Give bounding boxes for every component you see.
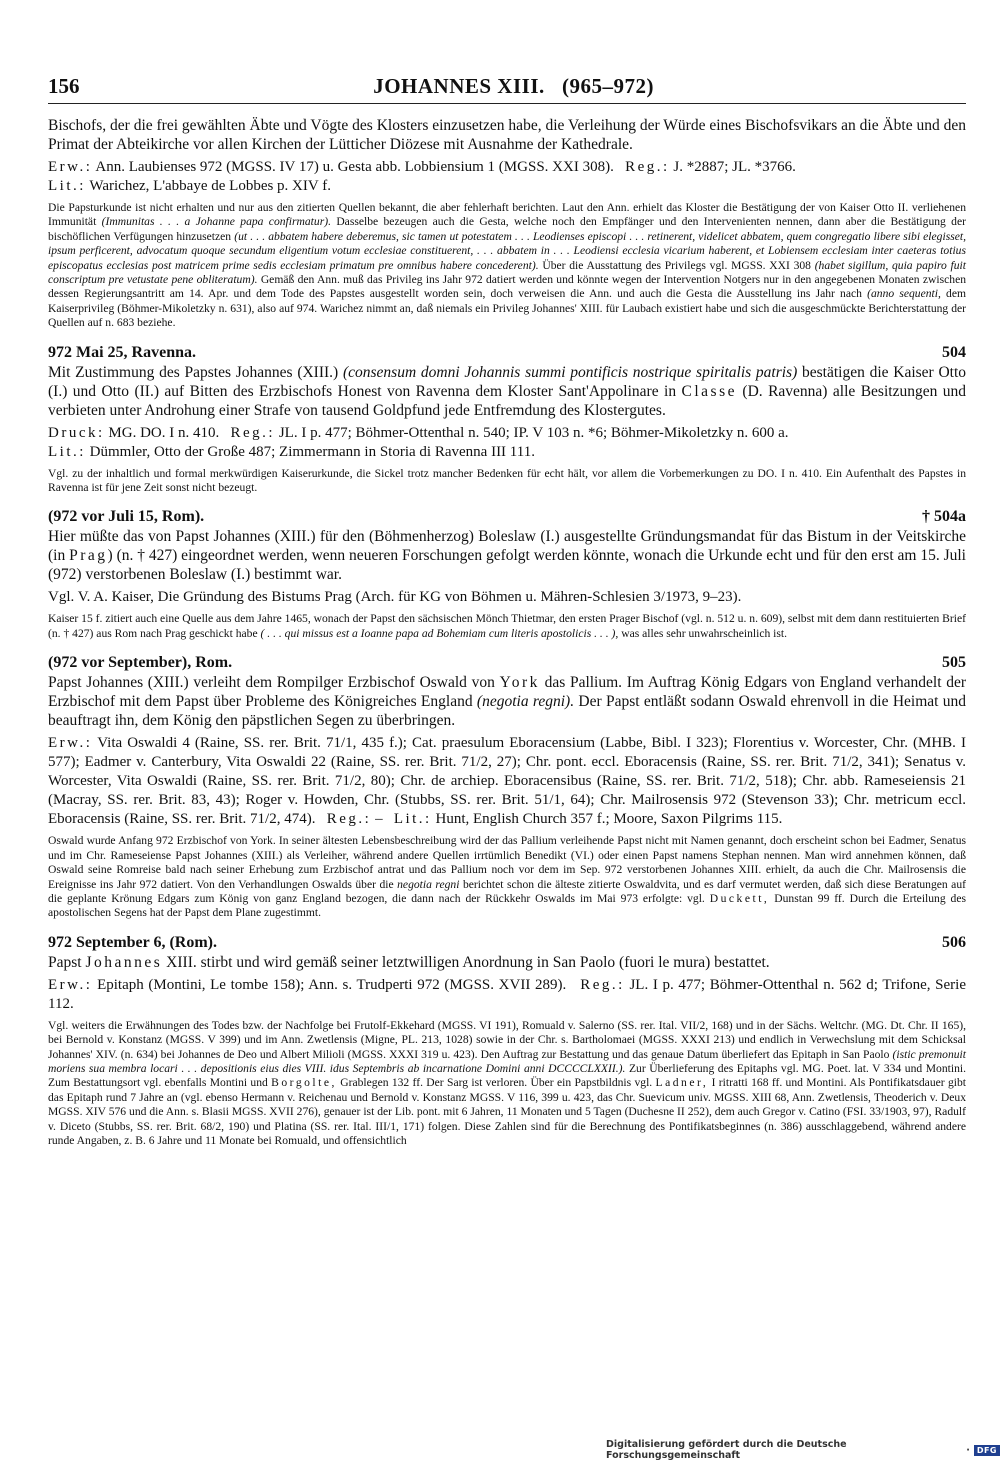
entry-heading: 972 September 6, (Rom). 506 bbox=[48, 933, 966, 951]
citation-druck: Druck: MG. DO. I n. 410. Reg.: JL. I p. 477; Böhmer-Ottenthal n. 540; IP. V 103 n. *6; Böhmer-Mikoletzky n. 600 a. Lit.: Dümmler, Otto der Große 487; Zimmermann in Storia di Ravenna III 111. bbox=[48, 424, 789, 460]
commentary-note: Vgl. zu der inhaltlich und formal merkwürdigen Kaiserurkunde, die Sickel trotz mancher Bedenken für echt hält, vor allem die Vorbemerkungen zu DO. I n. 410. Ein Aufenthalt des Papstes in Ravenna ist für jene Zeit sonst nicht bezeugt. bbox=[48, 466, 966, 495]
regest-text: Hier müßte das von Papst Johannes (XIII.) für den (Böhmenherzog) Boleslaw (I.) ausgestellte Gründungsmandat für das Bistum in der Veitskirche (in Prag) (n. † 427) eingeordnet werden, wenn neueren Forschungen gefolgt werden könnte, wonach die Urkunde echt und für den erst am 15. Juli (972) verstorbenen Boleslaw (I.) bestimmt war. bbox=[48, 528, 966, 584]
regest-text: Papst Johannes XIII. stirbt und wird gemäß seiner letztwilligen Anordnung in San Paolo (fuori le mura) bestattet. bbox=[48, 953, 770, 971]
entry-number: 505 bbox=[942, 654, 966, 672]
regest-text: Mit Zustimmung des Papstes Johannes (XIII.) (consensum domni Johannis summi pontificis nostrique spiritalis patris) bestätigen die Kaiser Otto (I.) und Otto (II.) auf Bitten des Erzbischofs Honest von Ravenna dem Kloster Sant'Appolinare in Classe (D. Ravenna) alle Besitzungen und verbieten unter Androhung einer Strafe von tausend Goldpfund jede Entfremdung des Klostergutes. bbox=[48, 363, 967, 419]
commentary-note: Die Papsturkunde ist nicht erhalten und nur aus den zitierten Quellen bekannt, die aber fehlerhaft berichten. Laut den Ann. erhielt das Kloster die Bestätigung der von Kaiser Otto II. verliehenen Immunität (Immunitas . . . a Johanne papa confirmatur). Dasselbe bezeugen auch die Gesta, welche noch den Empfänger und den Intervenienten nennen, dann aber die Bestätigung der bischöflichen Verfügungen hinzusetzen (ut . . . abbatem habere deberemus, sic tamen ut potestatem . . . Leodienses episcopi . . . retinerent, videlicet abbatem, quem congregatio libere sibi elegisset, ipsum perficerent, advocatum quoque secundum eligentium votum ecclesiae constituerent, . . . abbatem in . . . Leodiensi ecclesia vicarium haberent, et Lobiensem ecclesiam inter caeteras totius episcopatus ecclesias post matricem prime sedis ecclesiam primatum pre omnibus habere concederent). Über die Ausstattung des Privilegs vgl. MGSS. XXI 308 (habet sigillum, quia papiro fuit conscriptum pre vetustate pene obliteratum). Gemäß den Ann. muß das Privileg ins Jahr 972 datiert werden und könnte wegen der Intervention Notgers nur in den angegebenen Monaten zwischen dessen Regierungsantritt am 14. Apr. und dem Tode des Papstes ausgestellt worden sein, doch verweisen die Ann. und auch die Gesta die Ausstellung ins Jahr nach (anno sequenti, dem Kaiserprivileg (Böhmer-Mikoletzky n. 631), also auf 974. Warichez nimmt an, daß niemals ein Privileg Johannes' XIII. für Laubach existiert habe und sich die ausgeschmückte Berichterstattung der Quellen auf n. 683 beziehe. bbox=[48, 201, 967, 330]
footer-text: Digitalisierung gefördert durch die Deutsche Forschungsgemeinschaft bbox=[606, 1439, 847, 1461]
continued-regest: Bischofs, der die frei gewählten Äbte und Vögte des Klosters einzusetzen habe, die Verleihung der Würde eines Bischofsvikars an die Äbte und den Primat der Abteikirche vor allen Kirchen der Lütticher Diözese mit Ausnahme der Kathedrale. bbox=[48, 117, 966, 153]
page bbox=[48, 74, 966, 1148]
commentary-note: Kaiser 15 f. zitiert auch eine Quelle aus dem Jahre 1465, wonach der Papst den sächsischen Mönch Thietmar, den ersten Prager Bischof (vgl. n. 512 u. n. 609), selbst mit dem dann restituierten Brief (n. † 427) aus Rom nach Prag geschickt habe ( . . . qui missus est a Ioanne papa ad Bohemiam cum literis apostolicis . . . ), was alles sehr unwahrscheinlich ist. bbox=[48, 612, 966, 640]
entry-504a bbox=[48, 507, 966, 641]
entry-505 bbox=[48, 653, 966, 920]
commentary-note: Vgl. weiters die Erwähnungen des Todes bzw. der Nachfolge bei Frutolf-Ekkehard (MGSS. VI 191), Romuald v. Salerno (SS. rer. Ital. VII/2, 168) und in der Sächs. Weltchr. (MG. Dt. Chr. II 165), bei Bernold v. Konstanz (MGSS. V 399) und im Ann. Zwetlensis (Migne, PL. 213, 1028) sowie in der Chr. s. Bartholomaei (MGSS. XXXI 213) und endlich in Verwechslung mit dem Schicksal Johannes' XIV. (n. 634) bei Johannes de Deo und Albert Milioli (MGSS. XXXI 319 u. 423). Den Auftrag zur Bestattung und das genaue Datum überliefert das Epitaph in San Paolo (istic premonuit moriens sua membra locari . . . depositionis eius dies VIII. idus Septembris ab incarnatione Domini anni DCCCCLXXII.). Zur Überlieferung des Epitaphs vgl. MG. Poet. lat. V 334 und Montini. Zum Bestattungsort vgl. ebenfalls Montini und Borgolte, Grablegen 132 ff. Der Sarg ist verloren. Über ein Papstbildnis vgl. Ladner, I ritratti 168 ff. und Montini. Als Pontifikatsdauer gibt das Epitaph rund 7 Jahre an (vgl. ebenso Hermann v. Reichenau und Bernold v. Konstanz MGSS. V 116, 399 u. 423, das Chr. Suevicum univ. MGSS. XIII 68, Ann. Zwetlensis, Theoderich v. Deux MGSS. XIV 576 und die Ann. s. Blasii MGSS. XVII 276), genauer ist der Lib. pont. mit 6 Jahren, 11 Monaten und 5 Tagen (Duchesne II 252), dem auch Gregor v. Catino (FSI. 33/1903, 97), Radulf v. Diceto (Stubbs, SS. rer. Brit. 68/2, 190) und Platina (SS. rer. Ital. III/1, 171) folgen. Diese Zahlen sind für die Berechnung des Pontifikatsbeginnes (n. 386) ausschlaggebend, während andere runde Angaben, z. B. 6 Jahre und 11 Monate bei Romuald, und offensichtlich bbox=[48, 1018, 966, 1147]
citation-erw: Erw.: Epitaph (Montini, Le tombe 158); Ann. s. Trudperti 972 (MGSS. XVII 289). Reg.: JL. I p. 477; Böhmer-Ottenthal n. 562 d; Trifone, Serie 112. bbox=[48, 976, 967, 1012]
entry-heading: (972 vor September), Rom. 505 bbox=[48, 654, 966, 672]
page-title: JOHANNES XIII. (965–972) bbox=[373, 74, 654, 98]
entry-number: 504 bbox=[942, 343, 966, 361]
regest-text: Papst Johannes (XIII.) verleiht dem Rompilger Erzbischof Oswald von York das Pallium. Im Auftrag König Edgars von England verhandelt der Erzbischof mit dem Papst über Probleme des Königreiches England (negotia regni). Der Papst entläßt sodann Oswald ehrenvoll in die Heimat und beauftragt ihn, dem König den päpstlichen Segen zu überbringen. bbox=[48, 674, 967, 730]
page-number: 156 bbox=[48, 74, 80, 98]
dfg-logo: DFG bbox=[974, 1445, 1000, 1456]
entry-number: 506 bbox=[942, 933, 966, 951]
citation-erw: Erw.: Ann. Laubienses 972 (MGSS. IV 17) u. Gesta abb. Lobbiensium 1 (MGSS. XXI 308). Reg.: J. *2887; JL. *3766. Lit.: Warichez, L'abbaye de Lobbes p. XIV f. bbox=[48, 159, 796, 194]
footer-credit: Digitalisierung gefördert durch die Deutsche Forschungsgemeinschaft · DFG bbox=[606, 1439, 1000, 1461]
entry-506 bbox=[48, 933, 966, 1149]
commentary-note: Oswald wurde Anfang 972 Erzbischof von York. In seiner ältesten Lebensbeschreibung wird der das Pallium verleihende Papst nicht mit Namen genannt, doch erscheint schon bei Eadmer, Senatus und im Chr. Rameseiense Papst Johannes (XIII.) als Verleiher, während andere Quellen irrtümlich Benedikt (VI.) oder einen Papst namens Stephan nennen. Man wird annehmen können, daß Oswald seine Romreise bald nach seiner Erhebung zum Erzbischof antrat und das Pallium noch vor dem im Sep. 972 verstorbenen Johannes XIII. erhielt, da auch die Chr. Mailrosensis die Ereignisse ins Jahr 972 datiert. Von den Verhandlungen Oswalds über die negotia regni berichtet schon die älteste zitierte Oswaldvita, und es darf vermutet werden, daß sich diese Beratungen auf die geplante Krönung Edgars zum König von ganz England bezogen, die dann nach der Rückkehr Oswalds im Mai 973 erfolgte: vgl. Duckett, Dunstan 99 ff. Durch die Erteilung des apostolischen Segens hat der Papst dem Plane zugestimmt. bbox=[48, 834, 967, 920]
running-head bbox=[48, 74, 966, 104]
entry-number: † 504a bbox=[922, 508, 966, 526]
citation-vgl: Vgl. V. A. Kaiser, Die Gründung des Bistums Prag (Arch. für KG von Böhmen u. Mähren-Schlesien 3/1973, 9–23). bbox=[48, 589, 742, 606]
entry-heading: 972 Mai 25, Ravenna. 504 bbox=[48, 343, 966, 361]
entry-504 bbox=[48, 343, 966, 496]
citation-erw: Erw.: Vita Oswaldi 4 (Raine, SS. rer. Brit. 71/1, 435 f.); Cat. praesulum Eboracensium (Labbe, Bibl. I 323); Florentius v. Worcester, Chr. (MHB. I 577); Eadmer v. Canterbury, Vita Oswaldi 22 (Raine, SS. rer. Brit. 71/2, 27); Chr. pont. eccl. Eboracensis (Raine, SS. rer. Brit. 71/2, 341); Senatus v. Worcester, Vita Oswaldi (Raine, SS. rer. Brit. 71/2, 80); Chr. de archiep. Eboracensibus (Raine, SS. rer. Brit. 71/2, 518); Chr. abb. Rameseiensis 21 (Macray, SS. rer. Brit. 83, 43); Roger v. Howden, Chr. (Stubbs, SS. rer. Brit. 51/1, 64); Chr. Mailrosensis 972 (Stevenson 33); Chr. metricum eccl. Eboracensis (Raine, SS. rer. Brit. 71/2, 474). Reg.: – Lit.: Hunt, English Church 357 f.; Moore, Saxon Pilgrims 115. bbox=[48, 735, 967, 828]
entry-heading: (972 vor Juli 15, Rom). † 504a bbox=[48, 508, 966, 526]
